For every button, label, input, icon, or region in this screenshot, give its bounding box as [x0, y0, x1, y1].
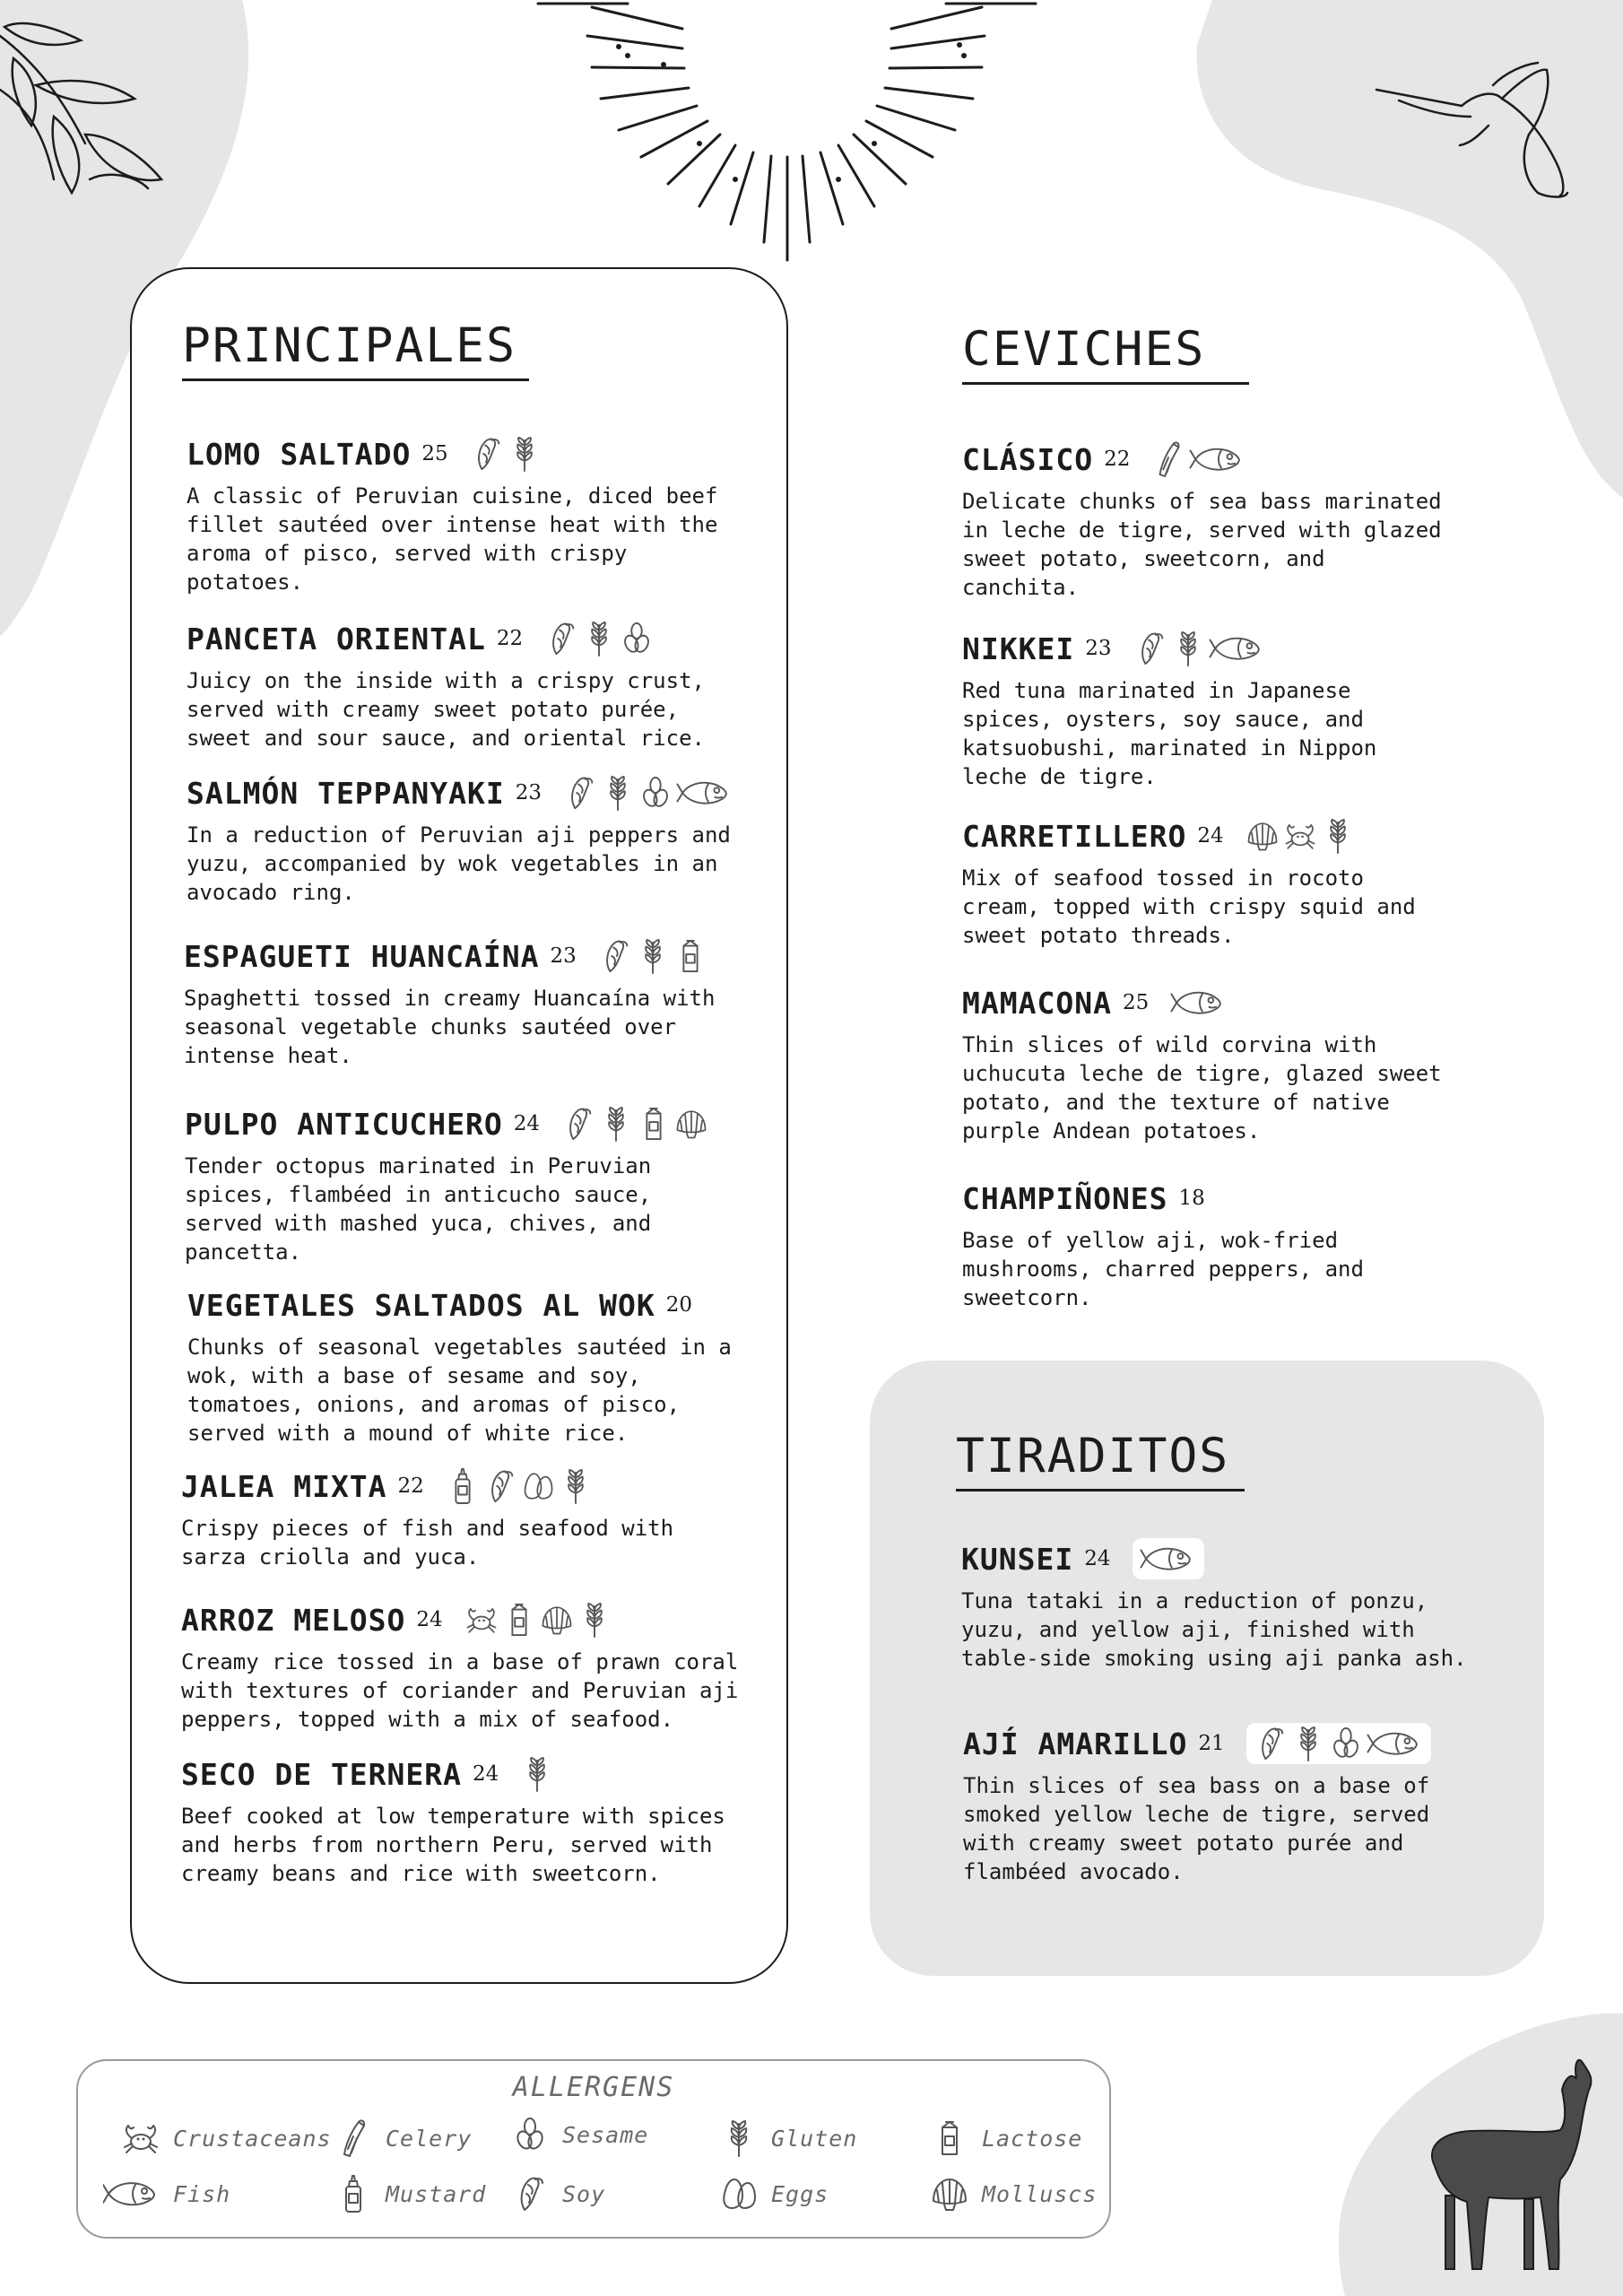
dish-header: [181, 1599, 738, 1640]
dish-price: 24: [513, 1112, 541, 1135]
dish-jalea-mixta: [181, 1465, 673, 1571]
dish-description: In a reduction of Peruvian aji peppers and yuzu, accompanied by wok vegetables in an avocado ring.: [187, 822, 731, 905]
gluten-icon: [599, 1105, 633, 1143]
tiraditos-title: TIRADITOS: [956, 1430, 1245, 1492]
allergen-lactose: [930, 2118, 1082, 2158]
mustard-icon: [334, 2174, 373, 2213]
dish-description: Creamy rice tossed in a base of prawn coral with textures of coriander and Peruvian aji peppers, topped with a mix of seafood.: [181, 1649, 739, 1732]
allergens-legend: [76, 2059, 1111, 2239]
gluten-icon: [636, 937, 670, 975]
allergen-icons: [520, 1755, 554, 1793]
allergen-label: Molluscs: [982, 2180, 1098, 2207]
molluscs-icon: [1245, 817, 1280, 855]
allergens-title: ALLERGENS: [512, 2072, 675, 2103]
lactose-icon: [930, 2118, 969, 2158]
dish-description: Delicate chunks of sea bass marinated in leche de tigre, served with glazed sweet potato, sweetcorn, and canchita.: [962, 489, 1442, 600]
lactose-icon: [673, 937, 707, 975]
soy-icon: [1254, 1725, 1288, 1762]
celery-icon: [334, 2118, 373, 2158]
allergen-gluten: [719, 2118, 857, 2158]
allergen-label: Fish: [173, 2180, 231, 2207]
fish-icon: [1367, 1725, 1424, 1762]
dish-name: ARROZ MELOSO: [181, 1602, 406, 1638]
allergen-icons: [563, 774, 733, 812]
dish-price: 23: [1085, 637, 1112, 660]
dish-mamacona: [962, 982, 1442, 1145]
dish-header: [962, 815, 1416, 857]
dish-name: PULPO ANTICUCHERO: [185, 1106, 503, 1142]
dish-name: MAMACONA: [962, 985, 1112, 1021]
gluten-icon: [1321, 817, 1355, 855]
dish-price: 23: [515, 781, 542, 804]
dish-arroz-meloso: [181, 1599, 738, 1734]
allergen-eggs: [719, 2174, 829, 2213]
dish-header: [963, 1723, 1431, 1764]
fish-icon: [676, 774, 733, 812]
dish-price: 22: [397, 1474, 424, 1498]
dish-header: [181, 1753, 725, 1795]
sesame-icon: [620, 620, 654, 657]
allergen-label: Mustard: [386, 2180, 487, 2207]
allergen-label: Celery: [386, 2125, 473, 2152]
dish-price: 24: [473, 1762, 499, 1786]
principales-title: PRINCIPALES: [182, 319, 529, 381]
dish-price: 20: [665, 1293, 692, 1317]
dish-price: 18: [1178, 1187, 1205, 1210]
gluten-icon: [719, 2118, 759, 2158]
dish-price: 25: [421, 442, 448, 465]
dish-header: [962, 1178, 1364, 1219]
dish-description: A classic of Peruvian cuisine, diced beef fillet sautéed over intense heat with the aroma of pisco, served with crispy potatoes.: [187, 483, 718, 595]
soy-icon: [470, 435, 504, 473]
dish-salmon-teppanyaki: [187, 772, 733, 907]
soy-icon: [544, 620, 578, 657]
lactose-icon: [502, 1601, 536, 1639]
dish-description: Tuna tataki in a reduction of ponzu, yuzu, and yellow aji, finished with table-side smoking using aji panka ash.: [961, 1588, 1467, 1671]
molluscs-icon: [674, 1105, 708, 1143]
dish-price: 25: [1122, 991, 1150, 1014]
allergen-fish: [103, 2174, 230, 2213]
dish-lomo-saltado: [187, 433, 717, 596]
allergen-icons: [544, 620, 654, 657]
dish-header: [187, 433, 717, 474]
dish-name: CHAMPIÑONES: [962, 1180, 1168, 1216]
dish-espagueti-huancaina: [184, 935, 715, 1070]
allergen-icons: [470, 435, 542, 473]
crustaceans-icon: [121, 2118, 161, 2158]
dish-description: Red tuna marinated in Japanese spices, oysters, soy sauce, and katsuobushi, marinated in Nippon leche de tigre.: [962, 678, 1377, 789]
dish-nikkei: [962, 628, 1376, 791]
allergen-label: Crustaceans: [173, 2125, 332, 2152]
dish-description: Thin slices of sea bass on a base of smoked yellow leche de tigre, served with creamy sweet potato purée and flambéed avocado.: [963, 1773, 1430, 1884]
dish-panceta-oriental: [187, 618, 705, 752]
dish-name: KUNSEI: [961, 1541, 1074, 1577]
fish-icon: [1170, 984, 1228, 1022]
allergen-label: Sesame: [562, 2121, 649, 2148]
dish-name: NIKKEI: [962, 631, 1075, 666]
allergen-icons: [1170, 984, 1228, 1022]
sun-rays-illustration: [538, 4, 1036, 260]
allergen-label: Soy: [562, 2180, 606, 2207]
dish-name: AJÍ AMARILLO: [963, 1726, 1188, 1761]
allergen-icons: [464, 1601, 612, 1639]
dish-carretillero: [962, 815, 1416, 950]
dish-header: [962, 439, 1442, 480]
allergen-icons: [1133, 630, 1266, 667]
dish-header: [187, 772, 733, 813]
soy-icon: [510, 2174, 550, 2213]
dish-description: Juicy on the inside with a crispy crust, served with creamy sweet potato purée, sweet and sour sauce, and oriental rice.: [187, 668, 705, 751]
allergen-mustard: [334, 2174, 486, 2213]
dish-vegetales-saltados-al-wok: [187, 1284, 732, 1448]
fish-icon: [1189, 440, 1246, 478]
ceviches-title: CEVICHES: [962, 323, 1249, 385]
dish-description: Tender octopus marinated in Peruvian spices, flambéed in anticucho sauce, served with mashed yuca, chives, and pancetta.: [185, 1153, 652, 1265]
lactose-icon: [637, 1105, 671, 1143]
dish-aji-amarillo: [963, 1723, 1431, 1886]
dish-description: Mix of seafood tossed in rocoto cream, topped with crispy squid and sweet potato threads.: [962, 865, 1416, 948]
allergen-icons: [1245, 817, 1355, 855]
top-right-blob: [1197, 0, 1623, 498]
fish-icon: [103, 2174, 161, 2213]
dish-clasico: [962, 439, 1442, 602]
molluscs-icon: [540, 1601, 574, 1639]
allergen-soy: [510, 2174, 605, 2213]
crustaceans-icon: [464, 1601, 499, 1639]
dish-header: [962, 628, 1376, 669]
dish-description: Chunks of seasonal vegetables sautéed in a wok, with a base of sesame and soy, tomatoes, onions, and aromas of pisco, served with a mound of white rice.: [187, 1335, 732, 1446]
dish-name: PANCETA ORIENTAL: [187, 621, 486, 657]
dish-champinones: [962, 1178, 1364, 1312]
dish-kunsei: [961, 1538, 1467, 1673]
eggs-icon: [521, 1467, 555, 1505]
celery-icon: [1151, 440, 1185, 478]
sesame-icon: [638, 774, 673, 812]
dish-header: [181, 1465, 673, 1507]
allergen-sesame: [510, 2115, 648, 2154]
sesame-icon: [1329, 1725, 1363, 1762]
gluten-icon: [559, 1467, 593, 1505]
dish-price: 24: [1197, 824, 1224, 848]
gluten-icon: [577, 1601, 612, 1639]
dish-pulpo-anticuchero: [185, 1103, 708, 1266]
dish-name: SECO DE TERNERA: [181, 1756, 463, 1792]
allergen-icons: [1246, 1723, 1431, 1764]
gluten-icon: [582, 620, 616, 657]
eggs-icon: [719, 2174, 759, 2213]
allergen-molluscs: [930, 2174, 1097, 2213]
dish-name: VEGETALES SALTADOS AL WOK: [187, 1287, 655, 1323]
allergen-icons: [1151, 440, 1246, 478]
dish-name: ESPAGUETI HUANCAÍNA: [184, 938, 540, 974]
crustaceans-icon: [1283, 817, 1317, 855]
dish-name: JALEA MIXTA: [181, 1468, 387, 1504]
dish-description: Base of yellow aji, wok-fried mushrooms, charred peppers, and sweetcorn.: [962, 1228, 1364, 1310]
dish-header: [184, 935, 715, 977]
gluten-icon: [1171, 630, 1205, 667]
soy-icon: [1133, 630, 1167, 667]
allergen-icons: [561, 1105, 708, 1143]
allergen-icons: [1133, 1538, 1204, 1579]
allergen-icons: [598, 937, 707, 975]
dish-header: [962, 982, 1442, 1023]
dish-header: [187, 1284, 732, 1326]
dish-name: CARRETILLERO: [962, 818, 1187, 854]
fish-icon: [1140, 1540, 1197, 1578]
dish-price: 22: [496, 627, 524, 650]
allergen-crustaceans: [121, 2118, 332, 2158]
soy-icon: [561, 1105, 595, 1143]
dish-header: [185, 1103, 708, 1144]
dish-seco-de-ternera: [181, 1753, 725, 1888]
dish-price: 21: [1198, 1732, 1225, 1755]
dish-name: SALMÓN TEPPANYAKI: [187, 775, 505, 811]
mustard-icon: [446, 1467, 480, 1505]
dish-header: [187, 618, 705, 659]
dish-name: LOMO SALTADO: [187, 436, 412, 472]
dish-price: 22: [1104, 448, 1131, 471]
gluten-icon: [508, 435, 542, 473]
soy-icon: [483, 1467, 517, 1505]
allergen-label: Eggs: [771, 2180, 829, 2207]
gluten-icon: [601, 774, 635, 812]
allergen-label: Gluten: [771, 2125, 858, 2152]
gluten-icon: [1291, 1725, 1325, 1762]
dish-description: Beef cooked at low temperature with spices and herbs from northern Peru, served with creamy beans and rice with sweetcorn.: [181, 1804, 725, 1886]
sesame-icon: [510, 2115, 550, 2154]
allergen-celery: [334, 2118, 472, 2158]
soy-icon: [563, 774, 597, 812]
fish-icon: [1209, 630, 1266, 667]
dish-price: 24: [1084, 1547, 1111, 1570]
allergen-icons: [446, 1467, 593, 1505]
dish-description: Crispy pieces of fish and seafood with sarza criolla and yuca.: [181, 1516, 674, 1570]
gluten-icon: [520, 1755, 554, 1793]
dish-price: 24: [416, 1608, 443, 1631]
soy-icon: [598, 937, 632, 975]
molluscs-icon: [930, 2174, 969, 2213]
allergen-label: Lactose: [982, 2125, 1083, 2152]
dish-description: Thin slices of wild corvina with uchucuta leche de tigre, glazed sweet potato, and the texture of native purple Andean potatoes.: [962, 1032, 1442, 1144]
dish-header: [961, 1538, 1467, 1579]
dish-name: CLÁSICO: [962, 441, 1094, 477]
dish-price: 23: [550, 944, 577, 968]
dish-description: Spaghetti tossed in creamy Huancaína with seasonal vegetable chunks sautéed over intense heat.: [184, 986, 716, 1068]
